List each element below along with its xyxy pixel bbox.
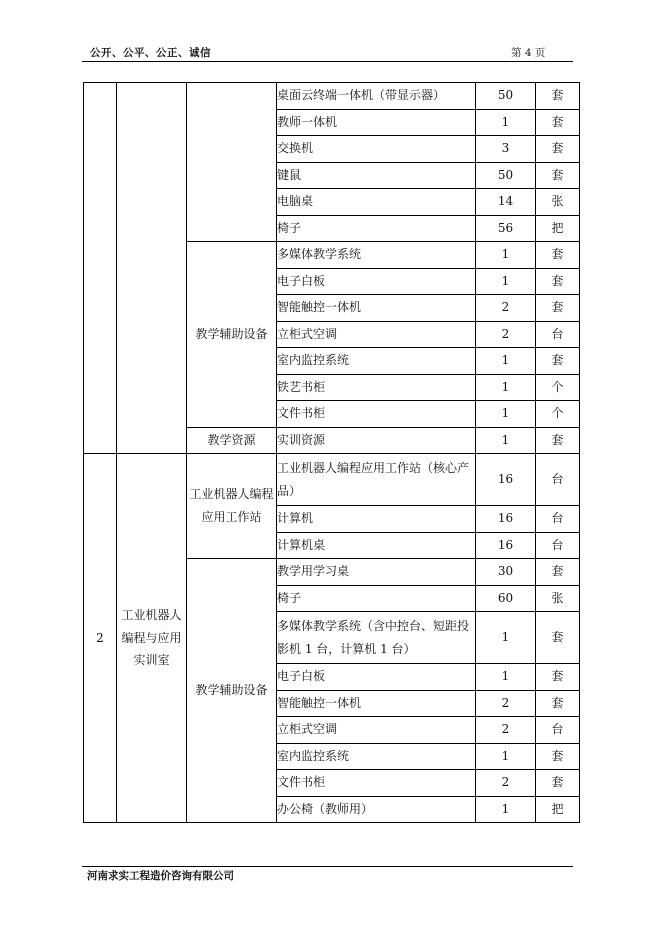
table-row — [84, 83, 580, 110]
item-unit: 个 — [536, 401, 580, 428]
item-name: 实训资源 — [277, 427, 476, 454]
item-unit: 套 — [536, 612, 580, 664]
item-name: 立柜式空调 — [277, 321, 476, 348]
item-name: 教师一体机 — [277, 109, 476, 136]
table-row — [84, 454, 580, 506]
item-qty: 2 — [476, 321, 536, 348]
item-unit: 张 — [536, 585, 580, 612]
row-index: 2 — [84, 454, 117, 823]
page-number: 第 4 页 — [511, 47, 546, 59]
item-name: 键鼠 — [277, 162, 476, 189]
item-qty: 16 — [476, 532, 536, 559]
item-qty: 1 — [476, 664, 536, 691]
row-index-cell — [84, 83, 117, 454]
item-unit: 套 — [536, 690, 580, 717]
item-unit: 套 — [536, 770, 580, 797]
footer-divider — [82, 866, 573, 867]
group-label: 教学资源 — [187, 427, 277, 454]
item-name: 计算机 — [277, 506, 476, 533]
item-qty: 30 — [476, 559, 536, 586]
item-qty: 16 — [476, 506, 536, 533]
item-unit: 张 — [536, 189, 580, 216]
room-name: 工业机器人编程与应用实训室 — [117, 454, 187, 823]
item-name: 多媒体教学系统（含中控台、短距投影机 1 台，计算机 1 台） — [277, 612, 476, 664]
item-name: 智能触控一体机 — [277, 690, 476, 717]
group-label: 教学辅助设备 — [187, 242, 277, 428]
item-qty: 2 — [476, 717, 536, 744]
item-qty: 1 — [476, 612, 536, 664]
item-unit: 个 — [536, 374, 580, 401]
item-name: 智能触控一体机 — [277, 295, 476, 322]
item-qty: 3 — [476, 136, 536, 163]
item-unit: 套 — [536, 109, 580, 136]
item-unit: 台 — [536, 454, 580, 506]
item-unit: 台 — [536, 321, 580, 348]
item-name: 室内监控系统 — [277, 743, 476, 770]
item-name: 教学用学习桌 — [277, 559, 476, 586]
item-unit: 把 — [536, 215, 580, 242]
item-unit: 套 — [536, 559, 580, 586]
item-unit: 套 — [536, 162, 580, 189]
item-unit: 套 — [536, 136, 580, 163]
group-label: 工业机器人编程应用工作站 — [187, 454, 277, 559]
item-name: 铁艺书柜 — [277, 374, 476, 401]
item-unit: 台 — [536, 717, 580, 744]
item-unit: 把 — [536, 796, 580, 823]
item-name: 立柜式空调 — [277, 717, 476, 744]
item-qty: 14 — [476, 189, 536, 216]
room-cell — [117, 83, 187, 454]
item-name: 交换机 — [277, 136, 476, 163]
item-qty: 56 — [476, 215, 536, 242]
item-unit: 套 — [536, 295, 580, 322]
item-qty: 1 — [476, 109, 536, 136]
item-qty: 50 — [476, 83, 536, 110]
item-name: 室内监控系统 — [277, 348, 476, 375]
item-qty: 16 — [476, 454, 536, 506]
item-unit: 套 — [536, 348, 580, 375]
item-qty: 1 — [476, 401, 536, 428]
item-unit: 台 — [536, 506, 580, 533]
group-label: 教学辅助设备 — [187, 559, 277, 823]
item-unit: 套 — [536, 268, 580, 295]
item-name: 桌面云终端一体机（带显示器） — [277, 83, 476, 110]
header-divider — [82, 61, 573, 62]
item-qty: 1 — [476, 268, 536, 295]
item-name: 电子白板 — [277, 268, 476, 295]
equipment-table — [83, 82, 580, 823]
item-qty: 1 — [476, 374, 536, 401]
item-qty: 1 — [476, 427, 536, 454]
item-qty: 2 — [476, 770, 536, 797]
item-unit: 套 — [536, 664, 580, 691]
equipment-table-body — [84, 83, 580, 823]
item-name: 多媒体教学系统 — [277, 242, 476, 269]
item-name: 办公椅（教师用） — [277, 796, 476, 823]
item-unit: 套 — [536, 83, 580, 110]
item-name: 椅子 — [277, 215, 476, 242]
footer-company: 河南求实工程造价咨询有限公司 — [87, 870, 234, 882]
item-name: 文件书柜 — [277, 401, 476, 428]
item-qty: 1 — [476, 796, 536, 823]
item-qty: 50 — [476, 162, 536, 189]
item-name: 文件书柜 — [277, 770, 476, 797]
item-name: 椅子 — [277, 585, 476, 612]
group-cell — [187, 83, 277, 242]
item-qty: 2 — [476, 295, 536, 322]
item-name: 电子白板 — [277, 664, 476, 691]
item-name: 计算机桌 — [277, 532, 476, 559]
item-qty: 1 — [476, 348, 536, 375]
item-unit: 套 — [536, 427, 580, 454]
header-motto: 公开、公平、公正、诚信 — [90, 47, 211, 59]
item-qty: 1 — [476, 743, 536, 770]
item-qty: 60 — [476, 585, 536, 612]
item-qty: 1 — [476, 242, 536, 269]
item-name: 工业机器人编程应用工作站（核心产品） — [277, 454, 476, 506]
item-unit: 套 — [536, 743, 580, 770]
item-unit: 台 — [536, 532, 580, 559]
item-qty: 2 — [476, 690, 536, 717]
item-unit: 套 — [536, 242, 580, 269]
item-name: 电脑桌 — [277, 189, 476, 216]
